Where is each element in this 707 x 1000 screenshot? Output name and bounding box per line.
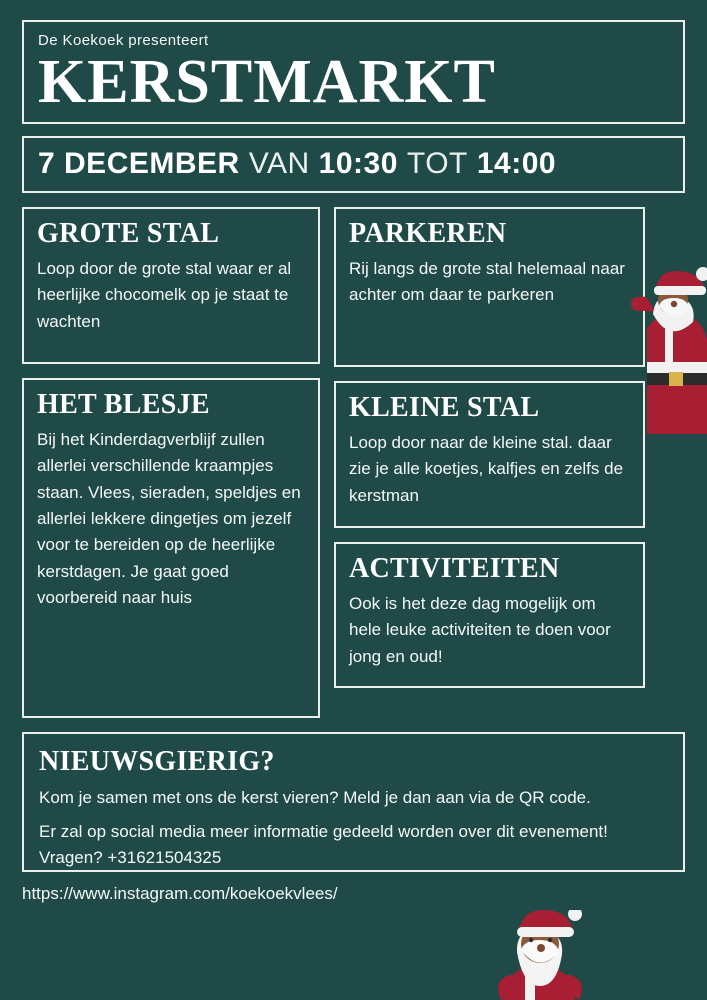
left-column (22, 207, 320, 718)
card-het-blesje (22, 378, 320, 718)
presenter-line: De Koekoek presenteert (38, 32, 209, 49)
card-parkeren-title: PARKEREN (349, 218, 507, 250)
date-day: 7 DECEMBER (38, 147, 240, 181)
date-tot-label: TOT (406, 147, 468, 181)
card-parkeren (334, 207, 645, 367)
page-title: KERSTMARKT (38, 48, 496, 116)
card-activiteiten-body: Ook is het deze dag mogelijk om hele leuke activiteiten te doen voor jong en oud! (349, 594, 611, 666)
card-activiteiten (334, 542, 645, 688)
header-block (22, 20, 685, 124)
card-nieuwsgierig-title: NIEUWSGIERIG? (39, 746, 275, 778)
date-start-time: 10:30 (318, 147, 398, 181)
card-nieuwsgierig-line1: Kom je samen met ons de kerst vieren? Meld je dan aan via de QR code. (39, 788, 591, 808)
date-block (22, 136, 685, 193)
info-columns (22, 207, 685, 718)
date-van-label: VAN (248, 147, 310, 181)
date-end-time: 14:00 (476, 147, 557, 181)
card-kleine-stal-body: Loop door naar de kleine stal. daar zie je alle koetjes, kalfjes en zelfs de kerstman (349, 433, 624, 505)
card-grote-stal-body: Loop door de grote stal waar er al heerlijke chocomelk op je staat te wachten (37, 259, 292, 331)
right-column (334, 207, 645, 688)
instagram-link[interactable]: https://www.instagram.com/koekoekvlees/ (22, 884, 338, 904)
card-nieuwsgierig (22, 732, 685, 872)
card-het-blesje-title: HET BLESJE (37, 389, 210, 421)
card-activiteiten-title: ACTIVITEITEN (349, 553, 560, 585)
card-nieuwsgierig-line2: Er zal op social media meer informatie gedeeld worden over dit evenement! Vragen? +31621504325 (39, 821, 608, 867)
card-parkeren-body: Rij langs de grote stal helemaal naar achter om daar te parkeren (349, 259, 625, 305)
card-kleine-stal (334, 381, 645, 528)
card-grote-stal-title: GROTE STAL (37, 218, 220, 250)
card-kleine-stal-title: KLEINE STAL (349, 392, 540, 424)
card-grote-stal (22, 207, 320, 364)
card-het-blesje-body: Bij het Kinderdagverblijf zullen allerlei verschillende kraampjes staan. Vlees, sieraden, speldjes en allerlei lekkere dingetjes om jezelf voor te bereiden op de heerlijke kerstdagen. Je gaat goed voorbereid naar huis (37, 430, 301, 608)
